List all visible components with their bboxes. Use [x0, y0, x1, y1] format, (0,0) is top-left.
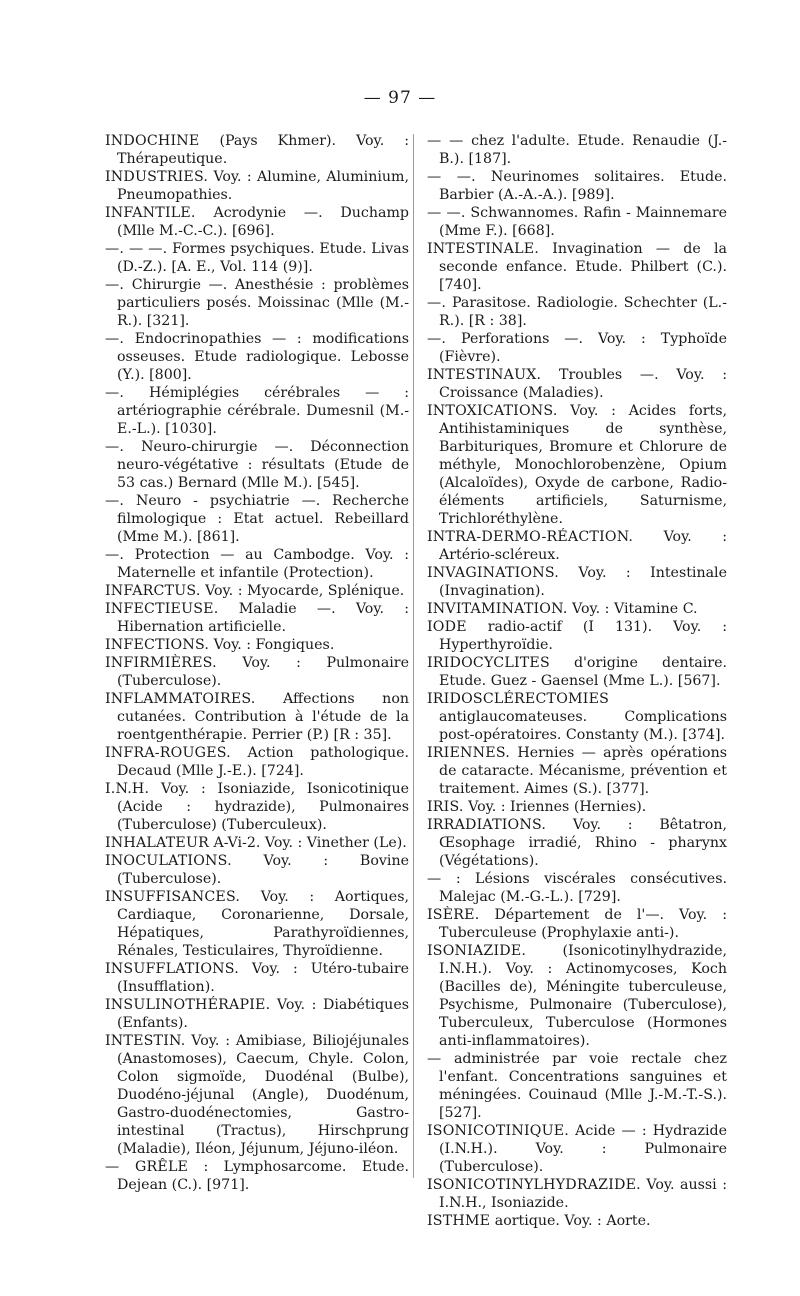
- entry-text: Neuro - psychiatrie —. Recherche filmologique : Etat actuel. Rebeillard (Mme M.). [861].: [117, 493, 409, 545]
- entry-heading: — —.: [427, 169, 476, 185]
- index-entry: [105, 240, 409, 276]
- entry-text: Département de l'—. Voy. : Tuberculeuse (Prophylaxie anti-).: [439, 907, 727, 941]
- entry-heading: INOCULATIONS.: [105, 853, 232, 869]
- entry-text: radio-actif (I 131). Voy. : Hyperthyroïdie.: [439, 619, 727, 653]
- index-entry: [427, 564, 727, 600]
- entry-heading: INSUFFISANCES.: [105, 889, 241, 905]
- entry-text: Voy. : Pulmonaire (Tuberculose).: [117, 655, 409, 689]
- entry-heading: INDUSTRIES.: [105, 169, 209, 185]
- index-entry: [105, 654, 409, 690]
- entry-text: Neuro-chirurgie —. Déconnection neuro-végétative : résultats (Etude de 53 cas.) Bernard (Mlle M.). [545].: [117, 439, 409, 491]
- entry-text: Schwannomes. Rafin - Mainnemare (Mme F.). [668].: [439, 205, 727, 239]
- entry-text: Voy. : Artério-scléreux.: [439, 529, 727, 563]
- index-entry: [105, 744, 409, 780]
- index-entry: [105, 546, 409, 582]
- index-entry: [105, 996, 409, 1032]
- index-entry: [105, 888, 409, 960]
- entry-heading: INTESTINAUX.: [427, 367, 542, 383]
- entry-text: antiglaucomateuses. Complications post-opératoires. Constanty (M.). [374].: [439, 709, 727, 743]
- entry-heading: ISONICOTINYLHYDRAZIDE.: [427, 1177, 641, 1193]
- index-entry: [105, 438, 409, 492]
- entry-heading: —.: [105, 547, 125, 563]
- index-entry: [105, 168, 409, 204]
- index-entry: [105, 384, 409, 438]
- entry-text: Voy. : Alumine, Aluminium, Pneumopathies.: [117, 169, 409, 203]
- entry-heading: INTRA-DERMO-RÉACTION.: [427, 529, 634, 545]
- index-entry: [105, 600, 409, 636]
- index-entry: [105, 834, 409, 852]
- entry-text: Voy. : Utéro-tubaire (Insufflation).: [117, 961, 409, 995]
- entry-text: Voy. : Vitamine C.: [567, 601, 698, 617]
- entry-text: Perforations —. Voy. : Typhoïde (Fièvre).: [439, 331, 727, 365]
- entry-heading: —.: [105, 493, 125, 509]
- entry-heading: INTESTINALE.: [427, 241, 539, 257]
- entry-text: Voy. : Intestinale (Invagination).: [439, 565, 727, 599]
- entry-text: Voy. : Aortiques, Cardiaque, Coronarienne, Dorsale, Hépatiques, Parathyroïdiennes, Rénales, Testiculaires, Thyroïdienne.: [117, 889, 409, 959]
- index-entry: [427, 1050, 727, 1122]
- entry-heading: —.: [427, 295, 447, 311]
- entry-text: Chirurgie —. Anesthésie : problèmes particuliers posés. Moissinac (Mlle (M.-R.). [321].: [117, 277, 409, 329]
- index-entry: [427, 870, 727, 906]
- entry-heading: —.: [105, 439, 125, 455]
- index-entry: [105, 132, 409, 168]
- entry-heading: IODE: [427, 619, 467, 635]
- index-entry: [105, 204, 409, 240]
- index-entry: [427, 1212, 727, 1230]
- index-entry: [105, 690, 409, 744]
- entry-heading: INFLAMMATOIRES.: [105, 691, 256, 707]
- entry-heading: INVAGINATIONS.: [427, 565, 560, 581]
- entry-heading: INFRA-ROUGES.: [105, 745, 231, 761]
- entry-text: (Pays Khmer). Voy. : Thérapeutique.: [117, 133, 409, 167]
- entry-heading: INSUFFLATIONS.: [105, 961, 239, 977]
- entry-text: A-Vi-2. Voy. : Vinether (Le).: [209, 835, 407, 851]
- index-entry: [427, 366, 727, 402]
- entry-heading: — GRÊLE: [105, 1159, 189, 1175]
- entry-text: Maladie —. Voy. : Hibernation artificielle.: [117, 601, 409, 635]
- entry-text: d'origine dentaire. Etude. Guez - Gaensel (Mme L.). [567].: [439, 655, 727, 689]
- entry-heading: ISÈRE.: [427, 907, 480, 923]
- entry-heading: IRIDOCYCLITES: [427, 655, 550, 671]
- page-number: — 97 —: [363, 88, 437, 108]
- entry-text: Voy. : Fongiques.: [209, 637, 335, 653]
- entry-text: : Lymphosarcome. Etude. Dejean (C.). [971].: [117, 1159, 409, 1193]
- index-entry: [427, 330, 727, 366]
- index-entry: [427, 402, 727, 528]
- index-entry: [427, 690, 727, 744]
- entry-text: Endocrinopathies — : modifications osseuses. Etude radiologique. Lebosse (Y.). [800].: [117, 331, 409, 383]
- entry-heading: —.: [427, 331, 447, 347]
- entry-heading: INFANTILE.: [105, 205, 196, 221]
- index-entry: [427, 744, 727, 798]
- entry-text: chez l'adulte. Etude. Renaudie (J.-B.). [187].: [439, 133, 727, 167]
- index-entry: [427, 1176, 727, 1212]
- entry-text: Protection — au Cambodge. Voy. : Maternelle et infantile (Protection).: [117, 547, 409, 581]
- entry-heading: INHALATEUR: [105, 835, 209, 851]
- index-entry: [427, 798, 727, 816]
- index-entry: [105, 492, 409, 546]
- index-entry: [427, 132, 727, 168]
- entry-heading: INTESTIN.: [105, 1033, 186, 1049]
- entry-text: administrée par voie rectale chez l'enfant. Concentrations sanguines et méningées. Couinaud (Mlle J.-M.-T.-S.). [527].: [439, 1051, 727, 1121]
- entry-text: Voy. : Diabétiques (Enfants).: [117, 997, 409, 1031]
- entry-text: Neurinomes solitaires. Etude. Barbier (A.-A.-A.). [989].: [439, 169, 727, 203]
- entry-heading: INFARCTUS.: [105, 583, 201, 599]
- entry-heading: IRIDOSCLÉRECTOMIES: [427, 691, 610, 707]
- entry-text: Voy. : Iriennes (Hernies).: [463, 799, 647, 815]
- entry-heading: —.: [105, 331, 125, 347]
- index-entry: [427, 204, 727, 240]
- entry-heading: —.: [105, 277, 125, 293]
- entry-heading: I.N.H.: [105, 781, 150, 797]
- entry-text: (Isonicotinylhydrazide, I.N.H.). Voy. : Actinomycoses, Koch (Bacilles de), Méningite tuberculeuse, Psychisme, Pulmonaire (Tuberculose), Tuberculeux, Tuberculose (Hormones anti-inflammatoires).: [439, 943, 727, 1049]
- entry-text: Hernies — après opérations de cataracte. Mécanisme, prévention et traitement. Aimes (S.). [377].: [439, 745, 727, 797]
- index-entry: [427, 528, 727, 564]
- entry-text: Troubles —. Voy. : Croissance (Maladies).: [439, 367, 727, 401]
- entry-text: Invagination — de la seconde enfance. Etude. Philbert (C.). [740].: [439, 241, 727, 293]
- entry-text: Voy. : Amibiase, Biliojéjunales (Anastomoses), Caecum, Chyle. Colon, Colon sigmoïde, Duodénal (Bulbe), Duodéno-jéjunal (Angle), Duodénum, Gastro-duodénectomies, Gastro-intestinal (Tractus), Hirschprung (Maladie), Iléon, Jéjunum, Jéjuno-iléon.: [117, 1033, 409, 1157]
- entry-heading: INDOCHINE: [105, 133, 200, 149]
- entry-heading: INTOXICATIONS.: [427, 403, 558, 419]
- entry-heading: ISONIAZIDE.: [427, 943, 527, 959]
- entry-heading: INFIRMIÈRES.: [105, 655, 217, 671]
- entry-text: Formes psychiques. Etude. Livas (D.-Z.). [A. E., Vol. 114 (9)].: [117, 241, 409, 275]
- entry-heading: —: [427, 871, 442, 887]
- entry-text: : Lésions viscérales consécutives. Malejac (M.-G.-L.). [729].: [439, 871, 727, 905]
- entry-heading: IRIS.: [427, 799, 464, 815]
- index-entry: [427, 654, 727, 690]
- entry-heading: INSULINOTHÉRAPIE.: [105, 997, 271, 1013]
- entry-heading: —: [427, 1051, 442, 1067]
- index-entry: [427, 942, 727, 1050]
- index-entry: [105, 852, 409, 888]
- left-column: [105, 132, 409, 1194]
- index-entry: [427, 816, 727, 870]
- entry-heading: INVITAMINATION.: [427, 601, 568, 617]
- entry-heading: INFECTIONS.: [105, 637, 210, 653]
- index-entry: [105, 276, 409, 330]
- index-entry: [105, 636, 409, 654]
- entry-heading: — —.: [427, 205, 466, 221]
- index-entry: [427, 1122, 727, 1176]
- entry-text: Acrodynie —. Duchamp (Mlle M.-C.-C.). [696].: [117, 205, 409, 239]
- entry-text: Hémiplégies cérébrales — : artériographie cérébrale. Dumesnil (M.-E.-L.). [1030].: [117, 385, 409, 437]
- right-column: [427, 132, 727, 1230]
- entry-text: Voy. : Isoniazide, Isonicotinique (Acide : hydrazide), Pulmonaires (Tuberculose) (Tuberculeux).: [117, 781, 409, 833]
- entry-text: Voy. : Bêtatron, Œsophage irradié, Rhino - pharynx (Végétations).: [439, 817, 727, 869]
- index-entry: [427, 240, 727, 294]
- entry-text: Voy. aussi : I.N.H., Isoniazide.: [439, 1177, 727, 1211]
- entry-text: Acide — : Hydrazide (I.N.H.). Voy. : Pulmonaire (Tuberculose).: [439, 1123, 727, 1175]
- index-entry: [105, 960, 409, 996]
- index-entry: [427, 294, 727, 330]
- index-entry: [427, 618, 727, 654]
- entry-text: Voy. : Acides forts, Antihistaminiques de synthèse, Barbituriques, Bromure et Chlorure de méthyle, Monochlorobenzène, Opium (Alcaloïdes), Oxyde de carbone, Radio-éléments artificiels, Saturnisme, Trichloréthylène.: [439, 403, 727, 527]
- entry-heading: —. — —.: [105, 241, 168, 257]
- entry-text: aortique. Voy. : Aorte.: [490, 1213, 651, 1229]
- entry-heading: —.: [105, 385, 125, 401]
- entry-text: Affections non cutanées. Contribution à l'étude de la roentgenthérapie. Perrier (P.) [R : 35].: [117, 691, 409, 743]
- entry-heading: ISONICOTINIQUE.: [427, 1123, 570, 1139]
- index-entry: [427, 168, 727, 204]
- entry-text: Voy. : Myocarde, Splénique.: [200, 583, 405, 599]
- index-entry: [105, 582, 409, 600]
- entry-heading: IRRADIATIONS.: [427, 817, 547, 833]
- entry-heading: IRIENNES.: [427, 745, 510, 761]
- index-entry: [427, 600, 727, 618]
- column-divider: [413, 134, 414, 1178]
- entry-text: Action pathologique. Decaud (Mlle J.-E.). [724].: [117, 745, 409, 779]
- entry-text: Voy. : Bovine (Tuberculose).: [117, 853, 409, 887]
- index-entry: [105, 1158, 409, 1194]
- entry-heading: ISTHME: [427, 1213, 491, 1229]
- index-entry: [105, 1032, 409, 1158]
- index-entry: [105, 780, 409, 834]
- index-entry: [105, 330, 409, 384]
- entry-heading: — —: [427, 133, 464, 149]
- index-entry: [427, 906, 727, 942]
- entry-heading: INFECTIEUSE.: [105, 601, 219, 617]
- entry-text: Parasitose. Radiologie. Schechter (L.-R.). [R : 38].: [439, 295, 727, 329]
